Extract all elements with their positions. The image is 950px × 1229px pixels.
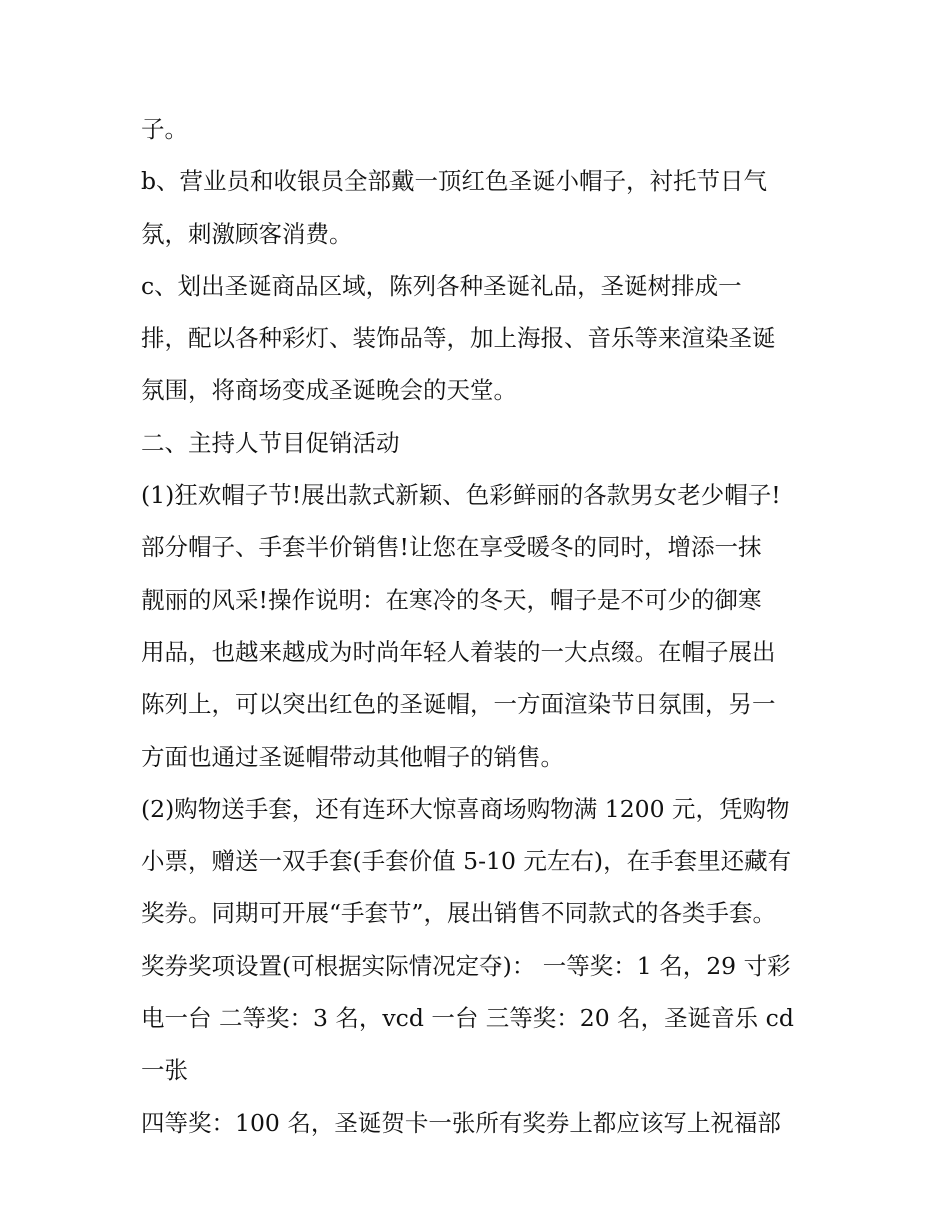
text-line: 电一台 二等奖：3 名，vcd 一台 三等奖：20 名，圣诞音乐 cd	[141, 1004, 794, 1033]
text-line: 子。	[141, 115, 188, 143]
text-line: 方面也通过圣诞帽带动其他帽子的销售。	[141, 742, 564, 771]
text-line: 奖券奖项设置(可根据实际情况定夺)： 一等奖：1 名，29 寸彩	[141, 951, 791, 980]
text-line: 氛，刺激顾客消费。	[141, 219, 353, 248]
text-line: (2)购物送手套，还有连环大惊喜商场购物满 1200 元，凭购物	[141, 794, 790, 823]
document-body	[141, 103, 821, 1149]
text-line: (1)狂欢帽子节!展出款式新颖、色彩鲜丽的各款男女老少帽子!	[141, 481, 781, 510]
text-line: 陈列上，可以突出红色的圣诞帽，一方面渲染节日氛围，另一	[141, 690, 776, 719]
text-line: 部分帽子、手套半价销售!让您在享受暖冬的同时，增添一抹	[141, 533, 762, 562]
text-line: 一张	[141, 1056, 188, 1085]
text-line: 排，配以各种彩灯、装饰品等，加上海报、音乐等来渲染圣诞	[141, 324, 776, 353]
text-line: 小票，赠送一双手套(手套价值 5-10 元左右)，在手套里还藏有	[141, 847, 792, 876]
section-heading: 二、主持人节目促销活动	[141, 428, 400, 457]
text-line: 奖券。同期可开展“手套节”，展出销售不同款式的各类手套。	[141, 899, 777, 928]
text-line: 用品，也越来越成为时尚年轻人着装的一大点缀。在帽子展出	[141, 637, 776, 666]
text-line: 四等奖：100 名，圣诞贺卡一张所有奖券上都应该写上祝福部	[141, 1108, 781, 1137]
text-line: c、划出圣诞商品区域，陈列各种圣诞礼品，圣诞树排成一	[141, 271, 742, 300]
text-line: 靓丽的风采!操作说明：在寒冷的冬天，帽子是不可少的御寒	[141, 585, 762, 614]
text-line: 氛围，将商场变成圣诞晚会的天堂。	[141, 376, 517, 405]
text-line: b、营业员和收银员全部戴一顶红色圣诞小帽子，衬托节日气	[141, 167, 768, 196]
